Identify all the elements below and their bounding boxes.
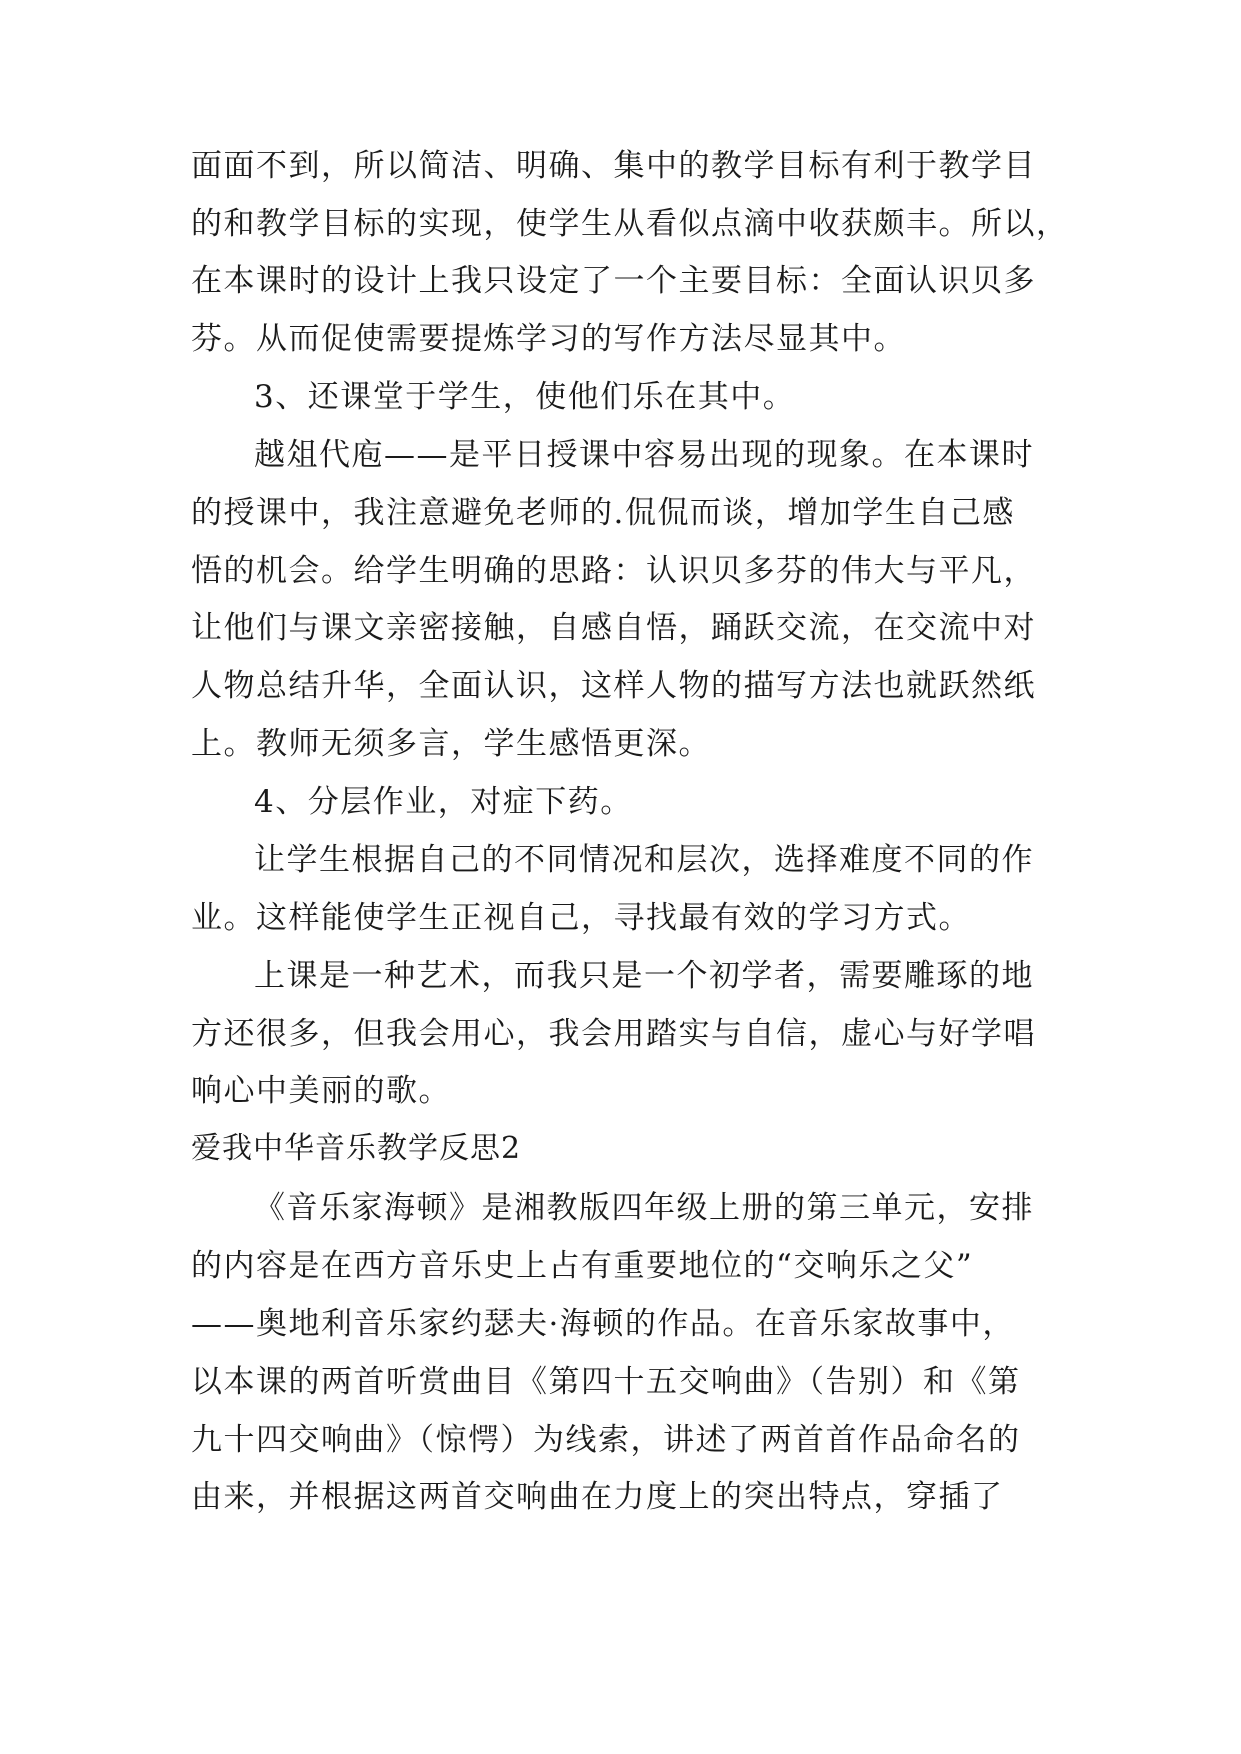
text-line: 由来，并根据这两首交响曲在力度上的突出特点，穿插了 <box>191 1479 1004 1515</box>
text-line: 方还很多，但我会用心，我会用踏实与自信，虚心与好学唱 <box>191 1016 1036 1052</box>
text-line: 的内容是在西方音乐史上占有重要地位的“交响乐之父” <box>191 1248 974 1284</box>
text-line: 在本课时的设计上我只设定了一个主要目标：全面认识贝多 <box>191 263 1036 299</box>
text-line: 面面不到，所以简洁、明确、集中的教学目标有利于教学目 <box>191 148 1036 184</box>
text-line: 悟的机会。给学生明确的思路：认识贝多芬的伟大与平凡， <box>191 553 1036 589</box>
text-line: ——奥地利音乐家约瑟夫·海顿的作品。在音乐家故事中， <box>191 1306 1015 1342</box>
text-line: 越俎代庖——是平日授课中容易出现的现象。在本课时 <box>254 437 1034 473</box>
text-line: 九十四交响曲》（惊愕）为线索，讲述了两首首作品命名的 <box>191 1422 1021 1458</box>
text-line: 上课是一种艺术，而我只是一个初学者，需要雕琢的地 <box>254 958 1034 994</box>
text-line: 以本课的两首听赏曲目《第四十五交响曲》（告别）和《第 <box>191 1364 1021 1400</box>
text-line: 《音乐家海顿》是湘教版四年级上册的第三单元，安排 <box>254 1190 1034 1226</box>
section-heading: 爱我中华音乐教学反思2 <box>191 1131 522 1166</box>
text-line: 上。教师无须多言，学生感悟更深。 <box>191 726 711 762</box>
text-line: 3、还课堂于学生，使他们乐在其中。 <box>254 379 796 415</box>
text-line: 响心中美丽的歌。 <box>191 1073 451 1109</box>
text-line: 人物总结升华，全面认识，这样人物的描写方法也就跃然纸 <box>191 668 1036 704</box>
text-line: 业。这样能使学生正视自己，寻找最有效的学习方式。 <box>191 900 971 936</box>
text-line: 4、分层作业，对症下药。 <box>254 784 633 820</box>
text-line: 的授课中，我注意避免老师的.侃侃而谈，增加学生自己感 <box>191 495 1015 531</box>
text-line: 的和教学目标的实现，使学生从看似点滴中收获颇丰。所以， <box>191 206 1069 242</box>
text-line: 芬。从而促使需要提炼学习的写作方法尽显其中。 <box>191 321 906 357</box>
text-line: 让学生根据自己的不同情况和层次，选择难度不同的作 <box>254 842 1034 878</box>
text-line: 让他们与课文亲密接触，自感自悟，踊跃交流，在交流中对 <box>191 610 1036 646</box>
